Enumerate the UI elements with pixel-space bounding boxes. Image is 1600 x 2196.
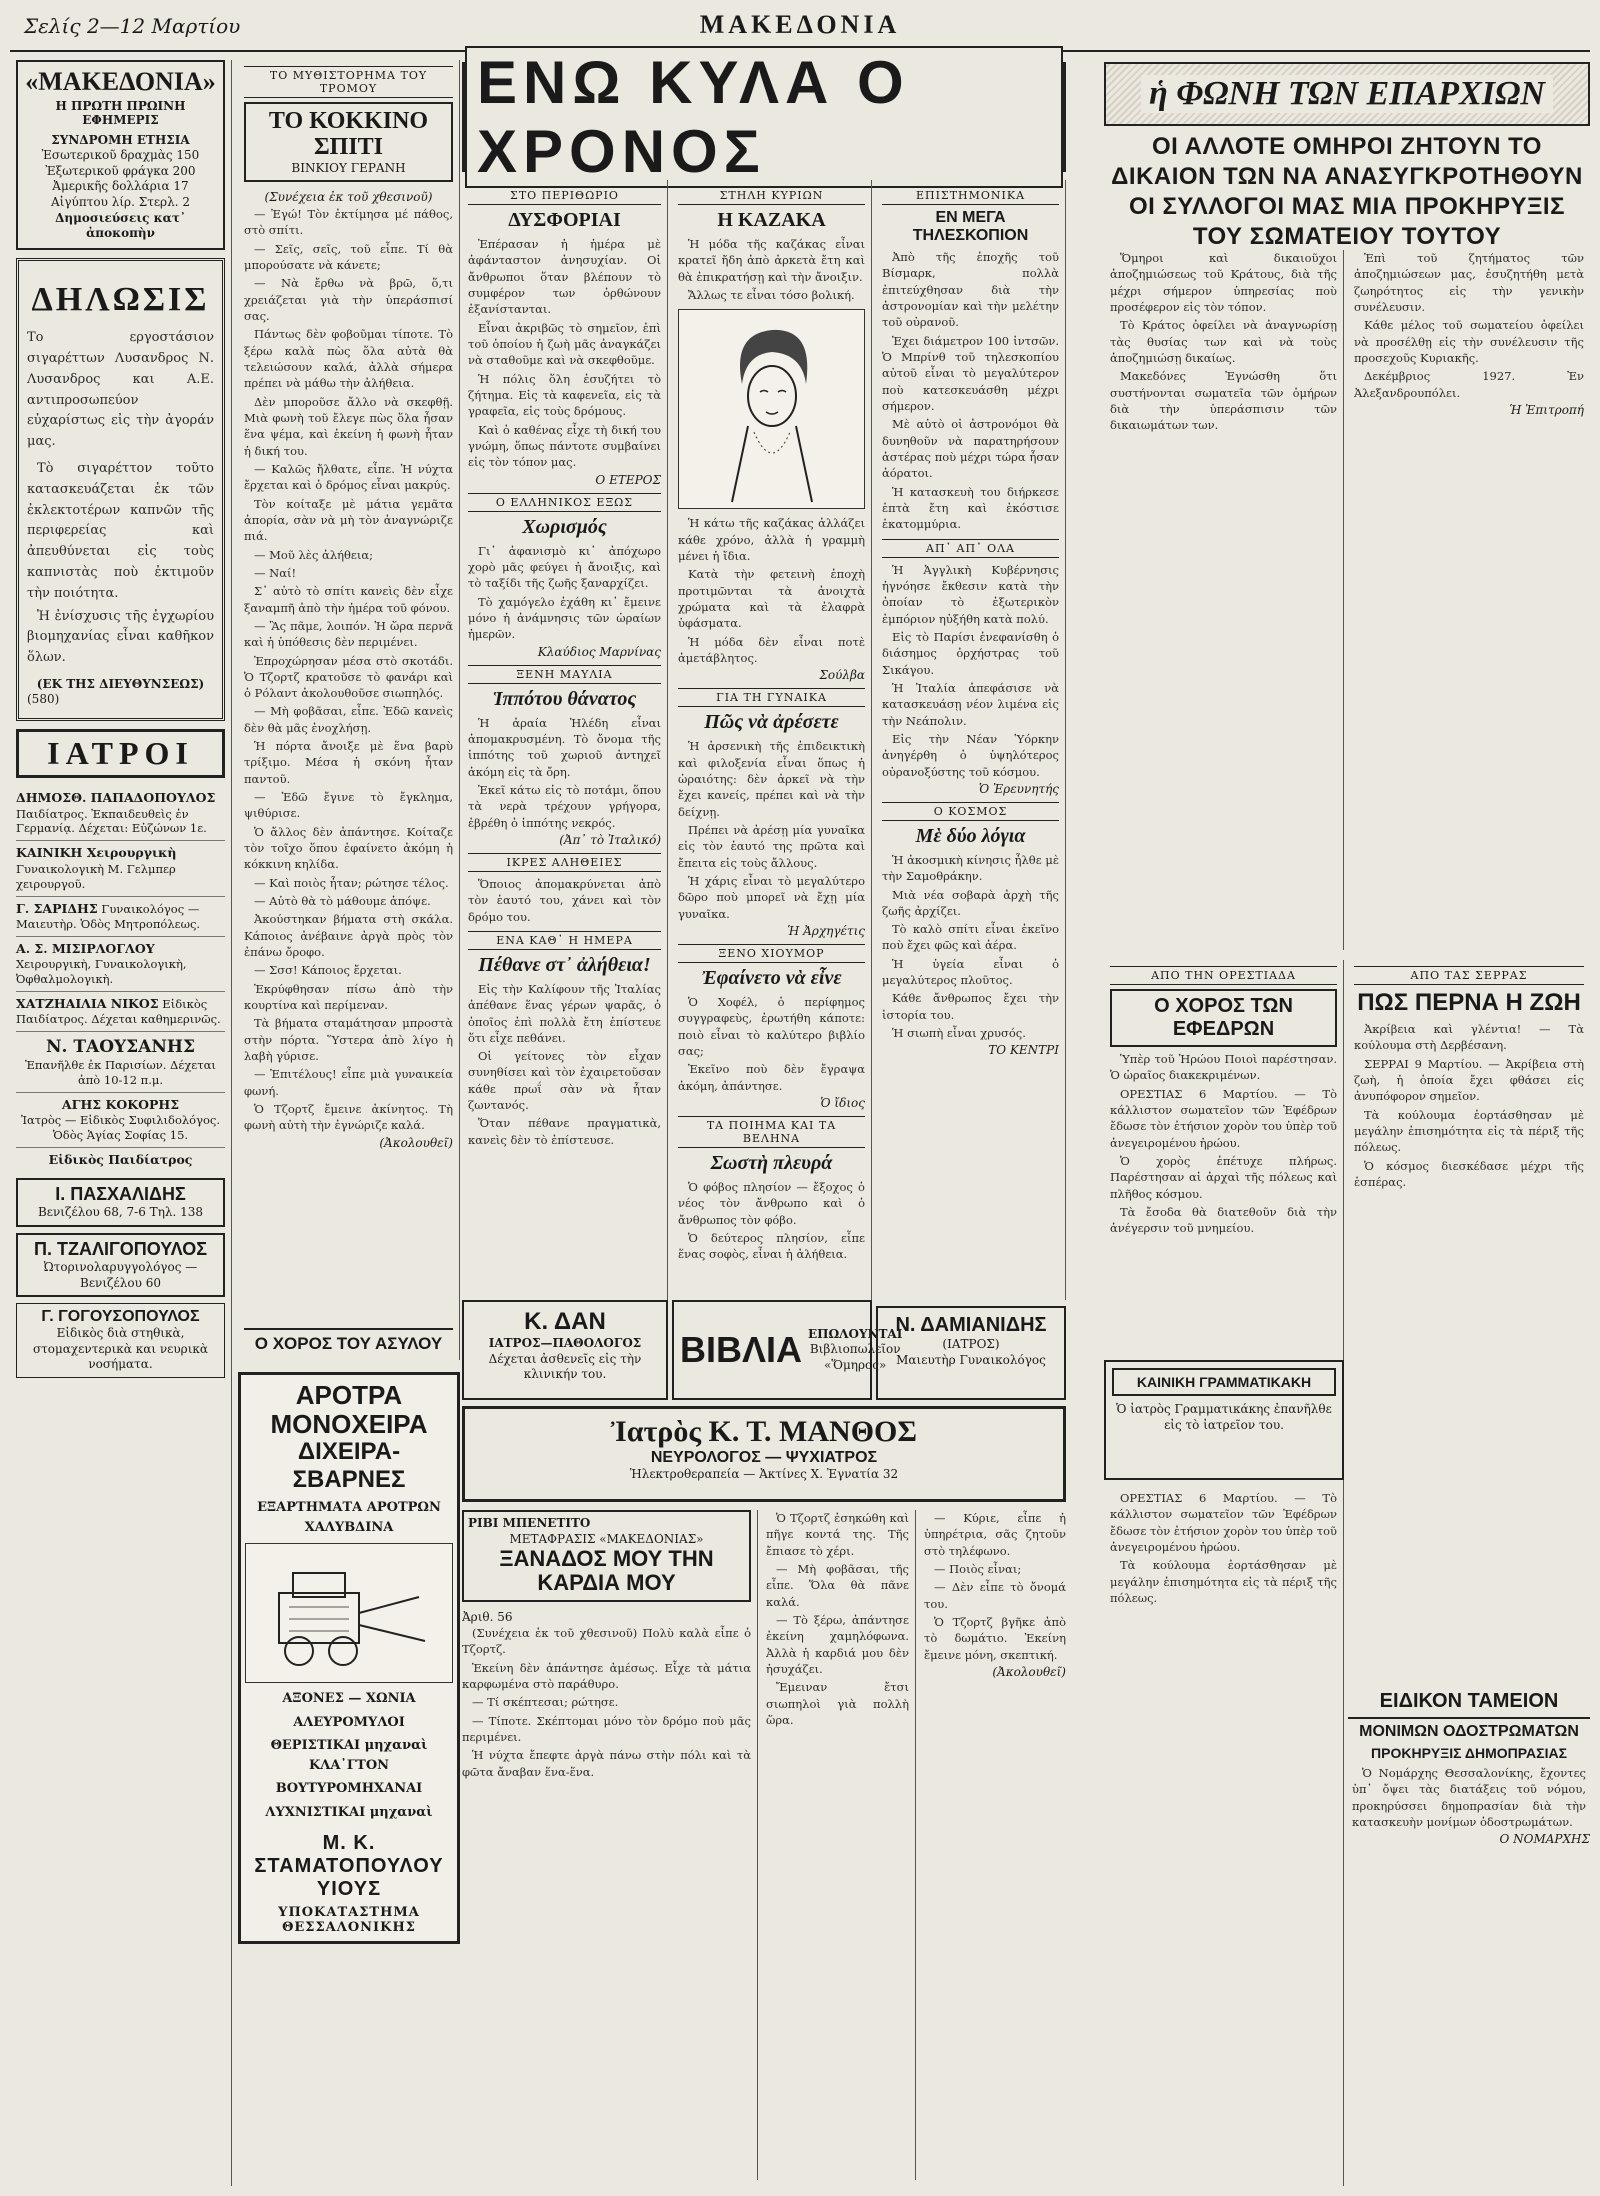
doctor-box-gogousopoulos: Γ. ΓΟΓΟΥΣΟΠΟΥΛΟΣ Εἰδικὸς διὰ στηθικὰ, στομαχεντερικὰ και νευρικὰ νοσήματα. (16, 1303, 225, 1378)
col5-body3: Ἡ ἀκοσμικὴ κίνησις ἦλθε μὲ τὴν Σαμοθράκην. Μιὰ νέα σοβαρὰ ἀρχὴ τῆς ζωῆς ἀρχίζει. Τὸ καλὸ σπίτι εἶναι ἐκεῖνο ποὺ ἔχει φῶς καὶ ἀέρα. Ἡ ὑγεία εἶναι ὁ μεγαλύτερος πλοῦτος. Κάθε ἄνθρωπος ἔχει τὴν ἱστορία του. Ἡ σιωπὴ εἶναι χρυσός. (882, 852, 1059, 1041)
col3-sig: Ο ΕΤΕΡΟΣ (595, 472, 661, 487)
paper-name: ΜΑΚΕΔΟΝΙΑ (699, 10, 901, 39)
doctor-entry: ΚΑΙΝΙΚΗ Χειρουργικὴ Γυναικολογικὴ Μ. Γελμπερ χειρουργοῦ. (16, 841, 225, 896)
col5-rubric: Ο ΚΟΣΜΟΣ (882, 802, 1059, 821)
serres-title: ΠΩΣ ΠΕΡΝΑ Η ΖΩΗ (1357, 989, 1581, 1016)
col3-title3: Ἱππότου θάνατος (492, 687, 637, 710)
provinces-banner (1104, 62, 1590, 126)
col4-body5: Ὁ φόβος πλησίον — ἔξοχος ὁ νέος τὸν ἄνθρωπο καὶ ὁ ἄνθρωπος τὸν φόβο. Ὁ δεύτερος πλησίον, εἶπε ἕνας σοφὸς, εἶναι ἡ ἀλήθεια. (678, 1179, 865, 1262)
grammar-box (1104, 1360, 1344, 1480)
col3-title: ΔΥΣΦΟΡΙΑΙ (508, 209, 621, 231)
provinces-headline: ΟΙ ΑΛΛΟΤΕ ΟΜΗΡΟΙ ΖΗΤΟΥΝ ΤΟ ΔΙΚΑΙΟΝ ΤΩΝ ΝΑ ΑΝΑΣΥΓΚΡΟΤΗΘΟΥΝ ΟΙ ΣΥΛΛΟΓΟΙ ΜΑΣ ΜΙΑ ΠΡΟΚΗΡΥΞΙΣ ΤΟΥ ΣΩΜΑΤΕΙΟΥ ΤΟΥΤΟΥ (1111, 133, 1583, 250)
notice-body: Το εργοστάσιον σιγαρέττων Λυσανδρος Ν. Λυσανδρος και Α.Ε. αντιπροσωπεύον εὐχαρίστως εἰς τὴν ἀγοράν μας. (27, 330, 214, 450)
serial2-col-a (462, 1510, 758, 2180)
ad-manthos-line: ΝΕΥΡΟΛΟΓΟΣ — ΨΥΧΙΑΤΡΟΣ (650, 1449, 878, 1466)
plough-ad-line: ΒΟΥΤΥΡΟΜΗΧΑΝΑΙ (275, 1781, 423, 1797)
col3-body4: Ὅποιος ἀπομακρύνεται ἀπὸ τὸν ἑαυτό του, χάνει καὶ τὸν δρόμο του. (468, 876, 661, 924)
col3-rubric: ΙΚΡΕΣ ΑΛΗΘΕΙΕΣ (468, 853, 661, 872)
grammar-box-title: ΚΑΙΝΙΚΗ ΓΡΑΜΜΑΤΙΚΑΚΗ (1112, 1368, 1336, 1396)
ad-damianidis-title: Ν. ΔΑΜΙΑΝΙΔΗΣ (895, 1314, 1047, 1336)
serial2-title: ΞΑΝΑΔΟΣ ΜΟΥ ΤΗΝ ΚΑΡΔΙΑ ΜΟΥ (499, 1546, 714, 1596)
serial-footer: Ο ΧΟΡΟΣ ΤΟΥ ΑΣΥΛΟΥ (244, 1328, 453, 1354)
notice-title: ΔΗΛΩΣΙΣ (31, 280, 210, 318)
doctor-entry: ΧΑΤΖΗΑΙΛΙΑ ΝΙΚΟΣ Εἰδικὸς Παιδίατρος. Δέχεται καθημερινῶς. (16, 992, 225, 1032)
serial2-title-box (462, 1510, 751, 1602)
subscription-line: Ἀμερικῆς δολλάρια 17 (52, 179, 189, 194)
col4-sig: Σούλβα (819, 668, 865, 683)
doctor-entry: Α. Σ. ΜΙΣΙΡΛΟΓΛΟΥ Χειρουργικὴ, Γυναικολογικὴ, Ὀφθαλμολογικὴ. (16, 937, 225, 992)
col5-title: ΕΝ ΜΕΓΑ ΤΗΛΕΣΚΟΠΙΟΝ (912, 209, 1029, 244)
col3-body3: Ἡ ἀραία Ἡλέδη εἶναι ἀπομακρυσμένη. Τὸ ὄνομα τῆς ἱππότης τοῦ χωριοῦ ἀντηχεῖ ἀκόμη εἰς τὰ ὄρη. Ἐκεῖ κάτω εἰς τὸ ποτάμι, ὅπου τὰ νερὰ τρέχουν γρήγορα, ἐβρέθη ὁ ἱππότης νεκρός. (468, 715, 661, 830)
subscription-box (16, 60, 225, 250)
col3-title2: Χωρισμός (522, 515, 607, 538)
col5-title3: Μὲ δύο λόγια (915, 824, 1026, 847)
col4-title3: Ἐφαίνετο νὰ εἶνε (701, 966, 842, 989)
plough-ad-line: ΑΛΕΥΡΟΜΥΛΟΙ (293, 1714, 405, 1730)
col4-body3: Ἡ ἀρσενικὴ τῆς ἐπιδεικτικὴ καὶ φιλοξενία εἶναι ὅπως ἡ ὡραιότης: δὲν ἀρκεῖ νὰ τὴν ἔχει κανείς, πρέπει καὶ νὰ τὴν δείχνῃ. Πρέπει νὰ ἀρέσῃ μία γυναῖκα εἰς τὸν ἑαυτό της πρῶτα καὶ ἔπειτα εἰς τοὺς ἄλλους. Ἡ χάρις εἶναι τὸ μεγαλύτερο δῶρο ποὺ μπορεῖ νὰ ἔχῃ μία γυναῖκα. (678, 739, 865, 921)
notice-body-extra: Τὸ σιγαρέττον τοῦτο κατασκευάζεται ἐκ τῶν ἐκλεκτοτέρων καπνῶν τῆς περιφερείας καὶ ἀπευθύνεται εἰς τοὺς καπνιστὰς ποὺ ἐκτιμοῦν τὴν ποιότητα. Ἡ ἐνίσχυσις τῆς ἐγχωρίου βιομηχανίας εἶναι καθῆκον ὅλων. (27, 460, 214, 666)
serial2-continues: (Ἀκολουθεῖ) (992, 1664, 1066, 1679)
doctor-entry: Εἰδικὸς Παιδίατρος (48, 1152, 193, 1168)
serres-column (1348, 960, 1590, 1680)
col3-rubric: ΣΤΟ ΠΕΡΙΘΩΡΙΟ (468, 186, 661, 205)
col4-rubric: ΤΑ ΠΟΙΗΜΑ ΚΑΙ ΤΑ ΒΕΛΗΝΑ (678, 1116, 865, 1148)
ad-damianidis-line: Μαιευτὴρ Γυναικολόγος (896, 1352, 1046, 1367)
plough-ad-wrap (238, 1366, 460, 1950)
column-3 (462, 180, 668, 1400)
col5-rubric: ΑΠ᾽ ΑΠ᾽ ΟΛΑ (882, 539, 1059, 558)
column-4 (672, 180, 872, 1400)
page-number: Σελίς 2—12 Μαρτίου (24, 14, 241, 38)
fashion-illustration (678, 309, 865, 509)
serial-title: ΤΟ ΚΟΚΚΙΝΟ ΣΠΙΤΙ (268, 108, 429, 161)
tender-notice (1348, 1690, 1590, 2186)
main-banner (462, 49, 1066, 185)
serial2-num: Ἀριθ. 56 (462, 1609, 513, 1624)
notice-ref: (580) (27, 692, 60, 707)
serial-continued: (Συνέχεια ἐκ τοῦ χθεσινοῦ) (264, 190, 433, 205)
serial2-body-a: (Συνέχεια ἐκ τοῦ χθεσινοῦ) Πολὺ καλὰ εἶπε ὁ Τζορτζ. Ἐκείνη δὲν ἀπάντησε ἀμέσως. Εἶχε τὰ μάτια καρφωμένα στὸ παράθυρο. — Τί σκέπτεσαι; ρώτησε. — Τίποτε. Σκέπτομαι μόνο τὸν δρόμο ποὺ μᾶς περιμένει. Ἡ νύχτα ἔπεφτε ἀργὰ πάνω στὴν πόλι καὶ τὰ φῶτα ἄναβαν ἕνα-ἕνα. (462, 1626, 751, 1779)
notice-box (16, 258, 225, 721)
serial2-body-b: Ὁ Τζορτζ ἐσηκώθη καὶ πῆγε κοντά της. Τῆς ἔπιασε τὸ χέρι. — Μὴ φοβᾶσαι, τῆς εἶπε. Ὅλα θὰ πᾶνε καλά. — Τὸ ξέρω, ἀπάντησε ἐκείνη χαμηλόφωνα. Ἀλλὰ ἡ καρδιά μου δὲν ἡσυχάζει. Ἔμειναν ἔτσι σιωπηλοὶ γιὰ πολλὴ ὥρα. (766, 1511, 909, 1727)
serial2-col-b (766, 1510, 916, 2180)
col4-sig2: Ἡ Ἀρχηγέτις (787, 923, 865, 938)
provinces-col-left (1104, 250, 1344, 950)
serial2-rubric: ΜΕΤΑΦΡΑΣΙΣ «ΜΑΚΕΔΟΝΙΑΣ» (509, 1531, 704, 1546)
ad-kdan-line: ΙΑΤΡΟΣ—ΠΑΘΟΛΟΓΟΣ (488, 1336, 642, 1350)
col4-rubric: ΣΤΗΛΗ ΚΥΡΙΩΝ (678, 186, 865, 205)
plough-ad-branch: ΥΠΟΚΑΤΑΣΤΗΜΑ ΘΕΣΣΑΛΟΝΙΚΗΣ (278, 1905, 420, 1936)
column-serial (238, 60, 460, 1360)
serial-rubric: ΤΟ ΜΥΘΙΣΤΟΡΗΜΑ ΤΟΥ ΤΡΟΜΟΥ (244, 66, 453, 98)
ad-kdan-line: Δέχεται ἀσθενεῖς εἰς τὴν κλινικήν του. (488, 1351, 642, 1382)
col5-body: Ἀπὸ τῆς ἐποχῆς τοῦ Βίσμαρκ, πολλὰ ἐπιτεύχθησαν διὰ τὴν ἀστρονομίαν καὶ τὴν μελέτην τοῦ οὐρανοῦ. Ἐχει διάμετρον 100 ἰντσῶν. Ὁ Μπρίνθ τοῦ τηλεσκοπίου αὐτοῦ εἶναι τὸ μεγαλύτερον ποὺ κατεσκευάσθη μέχρι σήμερον. Μὲ αὐτὸ οἱ ἀστρονόμοι θὰ δυνηθοῦν νὰ παρατηρήσουν ἀστέρας ποὺ μέχρι τώρα ἦσαν ἀόρατοι. Ἡ κατασκευὴ του διήρκεσε ἑπτὰ ἔτη καὶ ἐκόστισε ἑκατομμύρια. (882, 250, 1059, 532)
col4-title4: Σωστὴ πλευρά (710, 1151, 833, 1174)
col3-rubric: ΞΕΝΗ ΜΑΥΛΙΑ (468, 665, 661, 684)
doctor-entry: Ν. ΤΑΟΥΣΑΝΗΣ Ἐπανῆλθε ἐκ Παρισίων. Δέχεται ἀπὸ 10-12 π.μ. (16, 1032, 225, 1093)
subscription-subtitle: Η ΠΡΩΤΗ ΠΡΩΙΝΗ ΕΦΗΜΕΡΙΣ (55, 98, 186, 127)
plough-ad-title1: ΑΡΟΤΡΑ ΜΟΝΟΧΕΙΡΑ (270, 1380, 428, 1439)
col3-poem-sig: Κλαύδιος Μαρνίνας (537, 644, 661, 659)
col5-body2: Ἡ Ἀγγλικὴ Κυβέρνησις ἠγνόησε ἔκθεσιν κατὰ τὴν ὁποίαν τὸ ἐξωτερικὸν ἐμπόριον ηὐξήθη κατὰ πολύ. Εἰς τὸ Παρίσι ἐνεφανίσθη ὁ διάσημος ὀρχήστρας τοῦ Σικάγου. Ἡ Ἰταλία ἀπεφάσισε νὰ κατασκευάσῃ νέον λιμένα εἰς τὴν Νεάπολιν. Εἰς τὴν Νέαν Ὑόρκην ἀνηγέρθη ὁ ὑψηλότερος οὐρανοξύστης τοῦ κόσμου. (882, 562, 1059, 779)
ad-kdan-title: Κ. ΔΑΝ (524, 1308, 606, 1335)
serial2-body-c: — Κύριε, εἶπε ἡ ὑπηρέτρια, σᾶς ζητοῦν στὸ τηλέφωνο. — Ποιὸς εἶναι; — Δὲν εἶπε τὸ ὄνομά του. Ὁ Τζορτζ βγῆκε ἀπὸ τὸ δωμάτιο. Ἐκείνη ἔμεινε μόνη, σκεπτική. (924, 1511, 1066, 1662)
col4-body2: Ἡ κάτω τῆς καζάκας ἀλλάζει κάθε χρόνο, ἀλλὰ ἡ γραμμὴ μένει ἡ ἴδια. Κατὰ τὴν φετεινὴ ἐποχὴ προτιμῶνται τὰ ἀνοιχτὰ χρώματα καὶ τὰ ἐλαφρὰ ὑφάσματα. Ἡ μόδα δὲν εἶναι ποτὲ ἀμετάβλητος. (678, 516, 865, 665)
plough-ad-line: ΘΕΡΙΣΤΙΚΑΙ μηχαναὶ ΚΛΑ᾽ΓΤΟΝ (270, 1738, 428, 1773)
doctors-list (16, 786, 225, 1172)
orestiada-body: Ὑπὲρ τοῦ Ἡρώου Ποιοὶ παρέστησαν. Ὁ ὡραῖος διακεκριμένων. ΟΡΕΣΤΙΑΣ 6 Μαρτίου. — Τὸ κάλλιστον σωματεῖον τῶν Ἐφέδρων ἔδωσε τὸν ἐτήσιον χορὸν του ὑπὲρ τοῦ ἀνεγειρομένου ἡρώου. Ὁ χορὸς ἐπέτυχε πλήρως. Παρέστησαν αἱ ἀρχαὶ τῆς πόλεως καὶ πλῆθος κόσμου. Τὰ ἔσοδα θὰ διατεθοῦν διὰ τὴν ἀνέγερσιν τοῦ μνημείου. (1110, 1052, 1337, 1236)
ad-kdan (462, 1300, 668, 1400)
ad-damianidis (876, 1306, 1066, 1400)
ad-books-line: Βιβλιοπωλεῖον «Ὅμηρος» (809, 1342, 901, 1372)
tender-body: Ὁ Νομάρχης Θεσσαλονίκης, ἔχοντες ὑπ᾽ ὄψει τὰς διατάξεις τοῦ νόμου, προκηρύσσει δημοπρασίαν διὰ τὴν κατασκευὴν μονίμων ὁδοστρωμάτων. (1352, 1766, 1586, 1829)
tender-title3: ΠΡΟΚΗΡΥΞΙΣ ΔΗΜΟΠΡΑΣΙΑΣ (1371, 1745, 1567, 1761)
ad-damianidis-line: (ΙΑΤΡΟΣ) (942, 1337, 1000, 1351)
plough-illustration (245, 1543, 453, 1683)
col4-title: Η ΚΑΖΑΚΑ (717, 209, 826, 231)
provinces-col-right (1348, 250, 1590, 950)
plough-ad-line: ΕΞΑΡΤΗΜΑΤΑ ΑΡΟΤΡΩΝ ΧΑΛΥΒΔΙΝΑ (257, 1500, 441, 1535)
col4-rubric: ΓΙΑ ΤΗ ΓΥΝΑΙΚΑ (678, 688, 865, 707)
col3-body: Ἐπέρασαν ἡ ἡμέρα μὲ ἀφάνταστον ἀνησυχίαν. Οἱ ἄνθρωποι ὅταν βλέπουν τὸ συμφέρον των ὀρθώνουν ἐξανίστανται. Εἶναι ἀκριβῶς τὸ σημεῖον, ἐπὶ τοῦ ὁποίου ἡ ζωὴ μᾶς ἀναγκάζει νὰ σταθοῦμε καὶ νὰ σκεφθοῦμε. Ἡ πόλις ὅλη ἐσυζήτει τὸ ζήτημα. Εἰς τὰ καφενεῖα, εἰς τὰ γραφεῖα, εἰς τοὺς δρόμους. Καὶ ὁ καθένας εἶχε τὴ δική του γνώμη, ὅπως πάντοτε συμβαίνει εἰς τὸν τόπον μας. (468, 237, 661, 470)
subscription-line: Αἰγύπτου λίρ. Στερλ. 2 (51, 194, 190, 209)
orestiada-rubric: ΑΠΟ ΤΗΝ ΟΡΕΣΤΙΑΔΑ (1110, 966, 1337, 985)
col4-title2: Πῶς νὰ ἀρέσετε (704, 711, 839, 734)
plough-ad-company: Μ. Κ. ΣΤΑΜΑΤΟΠΟΥΛΟΥ ΥΙΟΥΣ (254, 1832, 444, 1901)
doctors-title: ΙΑΤΡΟΙ (47, 735, 194, 772)
col5-sig3: ΤΟ ΚΕΝΤΡΙ (988, 1043, 1059, 1058)
col5-rubric: ΕΠΙΣΤΗΜΟΝΙΚΑ (882, 186, 1059, 205)
serial-continues: (Ἀκολουθεῖ) (379, 1135, 453, 1150)
doctor-entry: Γ. ΣΑΡΙΔΗΣ Γυναικολόγος — Μαιευτὴρ. Ὁδὸς Μητροπόλεως. (16, 897, 225, 937)
grammar-box-text: Ὁ ἰατρὸς Γραμματικάκης ἐπανῆλθε εἰς τὸ ἰατρεῖον του. (1116, 1402, 1332, 1432)
subscription-line: Ἐξωτερικοῦ φράγκα 200 (45, 163, 196, 178)
subscription-line: ΣΥΝΔΡΟΜΗ ΕΤΗΣΙΑ (51, 132, 190, 147)
doctors-header-box (16, 729, 225, 778)
serial-title-box (244, 102, 453, 182)
plough-ad (238, 1372, 460, 1944)
serial2-section (462, 1510, 1066, 2186)
col4-body4: Ὁ Χοφέλ, ὁ περίφημος συγγραφεὺς, ἐρωτήθη κάποτε: ποιὸ εἶναι τὸ καλύτερο βιβλίο σας; Ἐκεῖνο ποὺ δὲν ἔγραψα ἀκόμη, ἀπάντησε. (678, 994, 865, 1093)
ad-manthos (462, 1406, 1066, 1502)
col3-body5: Εἰς τὴν Καλίφουν τῆς Ἰταλίας ἀπέθανε ἕνας γέρων ψαρᾶς, ὁ ὁποῖος ἐπὶ πολλὰ ἔτη ἐπίστευε ὅτι εἶχε πεθάνει. Οἱ γείτονες τὸν εἶχαν συνηθίσει καὶ τὸν ἐχαιρετοῦσαν κάθε πρωΐ σὰν νὰ ἦταν ζωντανός. Ὅταν πέθανε πραγματικὰ, κανεὶς δὲν τὸ ἐπίστευσε. (468, 981, 661, 1147)
provinces-lower-left (1104, 1490, 1344, 2186)
doctor-box-paschalidis: Ι. ΠΑΣΧΑΛΙΔΗΣ Βενιζέλου 68, 7-6 Τηλ. 138 (16, 1178, 225, 1227)
column-5 (876, 180, 1066, 1300)
serial2-author: ΡΙΒΙ ΜΠΕΝΕΤΙΤΟ (468, 1516, 591, 1530)
tender-title1: ΕΙΔΙΚΟΝ ΤΑΜΕΙΟΝ (1348, 1690, 1590, 1719)
col3-sig3: (Ἀπ᾽ τὸ Ἰταλικό) (559, 832, 661, 847)
serial-body: — Ἐγώ! Τὸν ἐκτίμησα μέ πάθος, στὸ σπίτι. — Σεῖς, σεῖς, τοῦ εἶπε. Τί θὰ μπορούσατε νὰ κάνετε; — Νὰ ἔρθω νὰ βρῶ, ὅ,τι χρειάζεται γιὰ τὴν ὑπεράσπισί σας. Πάντως δὲν φοβοῦμαι τίποτε. Τὸ ξέρω καλὰ πὼς ὅλα αὐτὰ θὰ τελειώσουν καλά, ἀλλὰ σήμερα πρέπει νὰ μάθω τὴν ἀλήθεια. Δὲν μποροῦσε ἄλλο νὰ σκεφθῇ. Μιὰ φωνὴ τοῦ ἔλεγε πὼς ὅλα ἦσαν ἕνα ψέμα, καὶ ἐκείνη ἡ φωνὴ ἦταν ἡ δική του. — Καλῶς ἤλθατε, εἶπε. Ἡ νύχτα ἔρχεται καὶ ὁ δρόμος εἶναι μακρύς. Τὸν κοίταξε μὲ μάτια γεμᾶτα ἀπορία, σὰν νὰ μὴ τὸν ἀναγνώριζε πιά. — Μοῦ λὲς ἀλήθεια; — Ναί! Σ᾽ αὐτὸ τὸ σπίτι κανεὶς δὲν εἶχε ξαναμπῆ ἀπὸ τὴν ἡμέρα τοῦ φόνου. — Ἂς πᾶμε, λοιπόν. Ἡ ὥρα περνᾶ καὶ ἡ ὑπόθεσις δὲν περιμένει. Ἐπροχώρησαν μέσα στὸ σκοτάδι. Ὁ Τζορτζ κρατοῦσε τὸ φανάρι καὶ ὁ Ρόλαντ ἀκολουθοῦσε σιωπηλός. — Μὴ φοβᾶσαι, εἶπε. Ἐδῶ κανεὶς δὲν θὰ μᾶς ἐνοχλήσῃ. Ἡ πόρτα ἄνοιξε μὲ ἕνα βαρὺ τρίξιμο. Μέσα ἡ σκόνη ἦταν παντοῦ. — Ἐδῶ ἔγινε τὸ ἔγκλημα, ψιθύρισε. Ὁ ἄλλος δὲν ἀπάντησε. Κοίταζε τὸν τοῖχο ὅπου ἐφαίνετο ἀκόμη ἡ κόκκινη κηλίδα. — Καὶ ποιὸς ἦταν; ρώτησε τέλος. — Αὐτὸ θὰ τὸ μάθουμε ἀπόψε. Ἀκούστηκαν βήματα στὴ σκάλα. Κάποιος ἀνέβαινε ἀργὰ πρὸς τὸν ἐπάνω ὄροφο. — Σσσ! Κάποιος ἔρχεται. Ἐκρύφθησαν πίσω ἀπὸ τὴν κουρτίνα καὶ περίμεναν. Τὰ βήματα σταμάτησαν μπροστὰ στὴν πόρτα. Ὕστερα ἀπὸ λίγο ἡ λαβὴ γύρισε. — Ἐπιτέλους! εἶπε μιὰ γυναικεία φωνή. Ὁ Τζορτζ ἔμεινε ἀκίνητος. Τὴ φωνὴ αὐτὴ τὴν ἐγνώριζε καλά. (244, 206, 453, 1133)
doctor-entry: ΑΓΗΣ ΚΟΚΟΡΗΣ Ἰατρὸς — Εἰδικὸς Συφιλιδολόγος. Ὁδὸς Ἁγίας Σοφίας 15. (16, 1093, 225, 1148)
provinces-banner-text: ἡ ΦΩΝΗ ΤΩΝ ΕΠΑΡΧΙΩΝ (1141, 75, 1553, 113)
provinces-lower-body: ΟΡΕΣΤΙΑΣ 6 Μαρτίου. — Τὸ κάλλιστον σωματεῖον τῶν Ἐφέδρων ἔδωσε τὸν ἐτήσιον χορὸν του ὑπὲρ τοῦ ἀνεγειρομένου ἡρώου. Τὰ κούλουμα ἐορτάσθησαν μὲ μεγάλην ἐπισημότητα εἰς τὰ πέριξ τῆς πόλεως. (1110, 1491, 1337, 1605)
tender-sig: Ο ΝΟΜΑΡΧΗΣ (1499, 1832, 1590, 1847)
provinces-sig: Ἡ Ἐπιτροπή (1509, 402, 1584, 417)
col3-body2: Γι᾽ ἀφανισμὸ κι᾽ ἀπόχωρο χορὸ μᾶς φεύγει ἡ ἄνοιξις, καὶ τὸ ταξίδι τῆς ζωῆς ξαναρχίζει. Τὸ χαμόγελο ἐχάθη κι᾽ ἔμεινε μόνο ἡ ἀνάμνησις τῶν ὡραίων ἡμερῶν. (468, 543, 661, 642)
serres-body: Ἀκρίβεια καὶ γλέντια! — Τὰ κούλουμα στὴ Δερβέσανη. ΣΕΡΡΑΙ 9 Μαρτίου. — Ἀκρίβεια στὴ ζωὴ, ἡ ὁποία ἔχει φθάσει εἰς ἀνυπόφορον σημεῖον. Τὰ κούλουμα ἐορτάσθησαν μὲ μεγάλην ἐπισημότητα εἰς τὰ πέριξ τῆς πόλεως. Ὁ κόσμος διεσκέδασε μέχρι τῆς ἑσπέρας. (1354, 1022, 1584, 1189)
ad-books (672, 1300, 903, 1400)
col3-rubric: ΕΝΑ ΚΑΘ᾽ Η ΗΜΕΡΑ (468, 931, 661, 950)
col4-body: Ἡ μόδα τῆς καζάκας εἶναι κρατεῖ ἤδη ἀπὸ ἀρκετὰ ἔτη καὶ θὰ ἐπικρατήσῃ καὶ τὴν ἄνοιξιν. Ἄλλως τε εἶναι τόσο βολική. (678, 237, 865, 302)
serial2-col-c (924, 1510, 1066, 2180)
col3-rubric: Ο ΕΛΛΗΝΙΚΟΣ ΕΞΩΣ (468, 493, 661, 512)
doctor-box-tzaligopoulos: Π. ΤΖΑΛΙΓΟΠΟΥΛΟΣ Ὠτορινολαρυγγολόγος — Βενιζέλου 60 (16, 1233, 225, 1297)
plough-ad-title2: ΔΙΧΕΙΡΑ-ΣΒΑΡΝΕΣ (292, 1438, 406, 1494)
subscription-line: Ἐσωτερικοῦ δραχμὰς 150 (41, 148, 200, 163)
plough-ad-line: ΛΥΧΝΙΣΤΙΚΑΙ μηχαναὶ (265, 1804, 433, 1820)
serres-rubric: ΑΠΟ ΤΑΣ ΣΕΡΡΑΣ (1354, 966, 1584, 985)
col5-sig2: Ὁ Ἐρευνητής (978, 781, 1059, 796)
doctor-entry: ΔΗΜΟΣΘ. ΠΑΠΑΔΟΠΟΥΛΟΣ Παιδίατρος. Ἐκπαιδευθεὶς ἐν Γερμανίᾳ. Δέχεται: Εὐζώνων 1ε. (16, 786, 225, 841)
plough-ad-line: ΑΞΟΝΕΣ — ΧΩΝΙΑ (282, 1691, 416, 1707)
notice-footer: (ΕΚ ΤΗΣ ΔΙΕΥΘΥΝΣΕΩΣ) (36, 676, 205, 691)
tender-title2: ΜΟΝΙΜΩΝ ΟΔΟΣΤΡΩΜΑΤΩΝ (1359, 1723, 1579, 1740)
col4-rubric: ΞΕΝΟ ΧΙΟΥΜΟΡ (678, 944, 865, 963)
serial-author: ΒΙΝΚΙΟΥ ΓΕΡΑΝΗ (291, 160, 406, 175)
orestiada-title: Ο ΧΟΡΟΣ ΤΩΝ ΕΦΕΔΡΩΝ (1110, 989, 1337, 1047)
ad-books-title: ΒΙΒΛΙΑ (680, 1329, 803, 1370)
ad-manthos-title: Ἰατρὸς Κ. Τ. ΜΑΝΘΟΣ (611, 1415, 917, 1448)
ad-books-line: ΕΠΩΛΟΥΝΤΑΙ (808, 1326, 903, 1341)
provinces-body-left: Ὅμηροι καὶ δικαιοῦχοι ἀποζημιώσεως τοῦ Κράτους, διὰ τῆς μέχρι σήμερον ὑπηρεσίας ποὺ προσέφερον εἰς τὸν τόπον. Τὸ Κράτος ὀφείλει νὰ ἀναγνωρίσῃ τὰς θυσίας των καὶ νὰ τοὺς ἀποζημιώσῃ δικαίως. Μακεδόνες Ἐγνώσθη ὅτι συστήνονται σωματεῖα τῶν ὁμήρων διὰ τὴν ὑπεράσπισιν τῶν δικαιωμάτων των. (1110, 251, 1337, 433)
provinces-body-right: Ἐπὶ τοῦ ζητήματος τῶν ἀποζημιώσεων μας, ἐσυζητήθη μετὰ ζωηρότητος εἰς τὴν γενικὴν συνέλευσιν. Κάθε μέλος τοῦ σωματείου ὀφείλει νὰ προσέλθῃ εἰς τὴν συνέλευσιν τῆς προσεχοῦς Κυριακῆς. Δεκέμβριος 1927. Ἐν Ἀλεξανδρουπόλει. (1354, 251, 1584, 400)
column-classifieds (10, 60, 232, 2186)
ad-manthos-line: Ἡλεκτροθεραπεία — Ἀκτίνες Χ. Ἐγνατία 32 (629, 1467, 899, 1481)
col3-title5: Πέθανε στ᾽ ἀλήθεια! (478, 953, 651, 976)
col4-sig3: Ὁ ἴδιος (820, 1095, 865, 1110)
subscription-line: Δημοσιεύσεις κατ᾽ ἀποκοπὴν (55, 210, 186, 241)
subscription-title: «ΜΑΚΕΔΟΝΙΑ» (25, 67, 216, 96)
main-banner-text: ΕΝΩ ΚΥΛΑ Ο ΧΡΟΝΟΣ (465, 46, 1063, 188)
